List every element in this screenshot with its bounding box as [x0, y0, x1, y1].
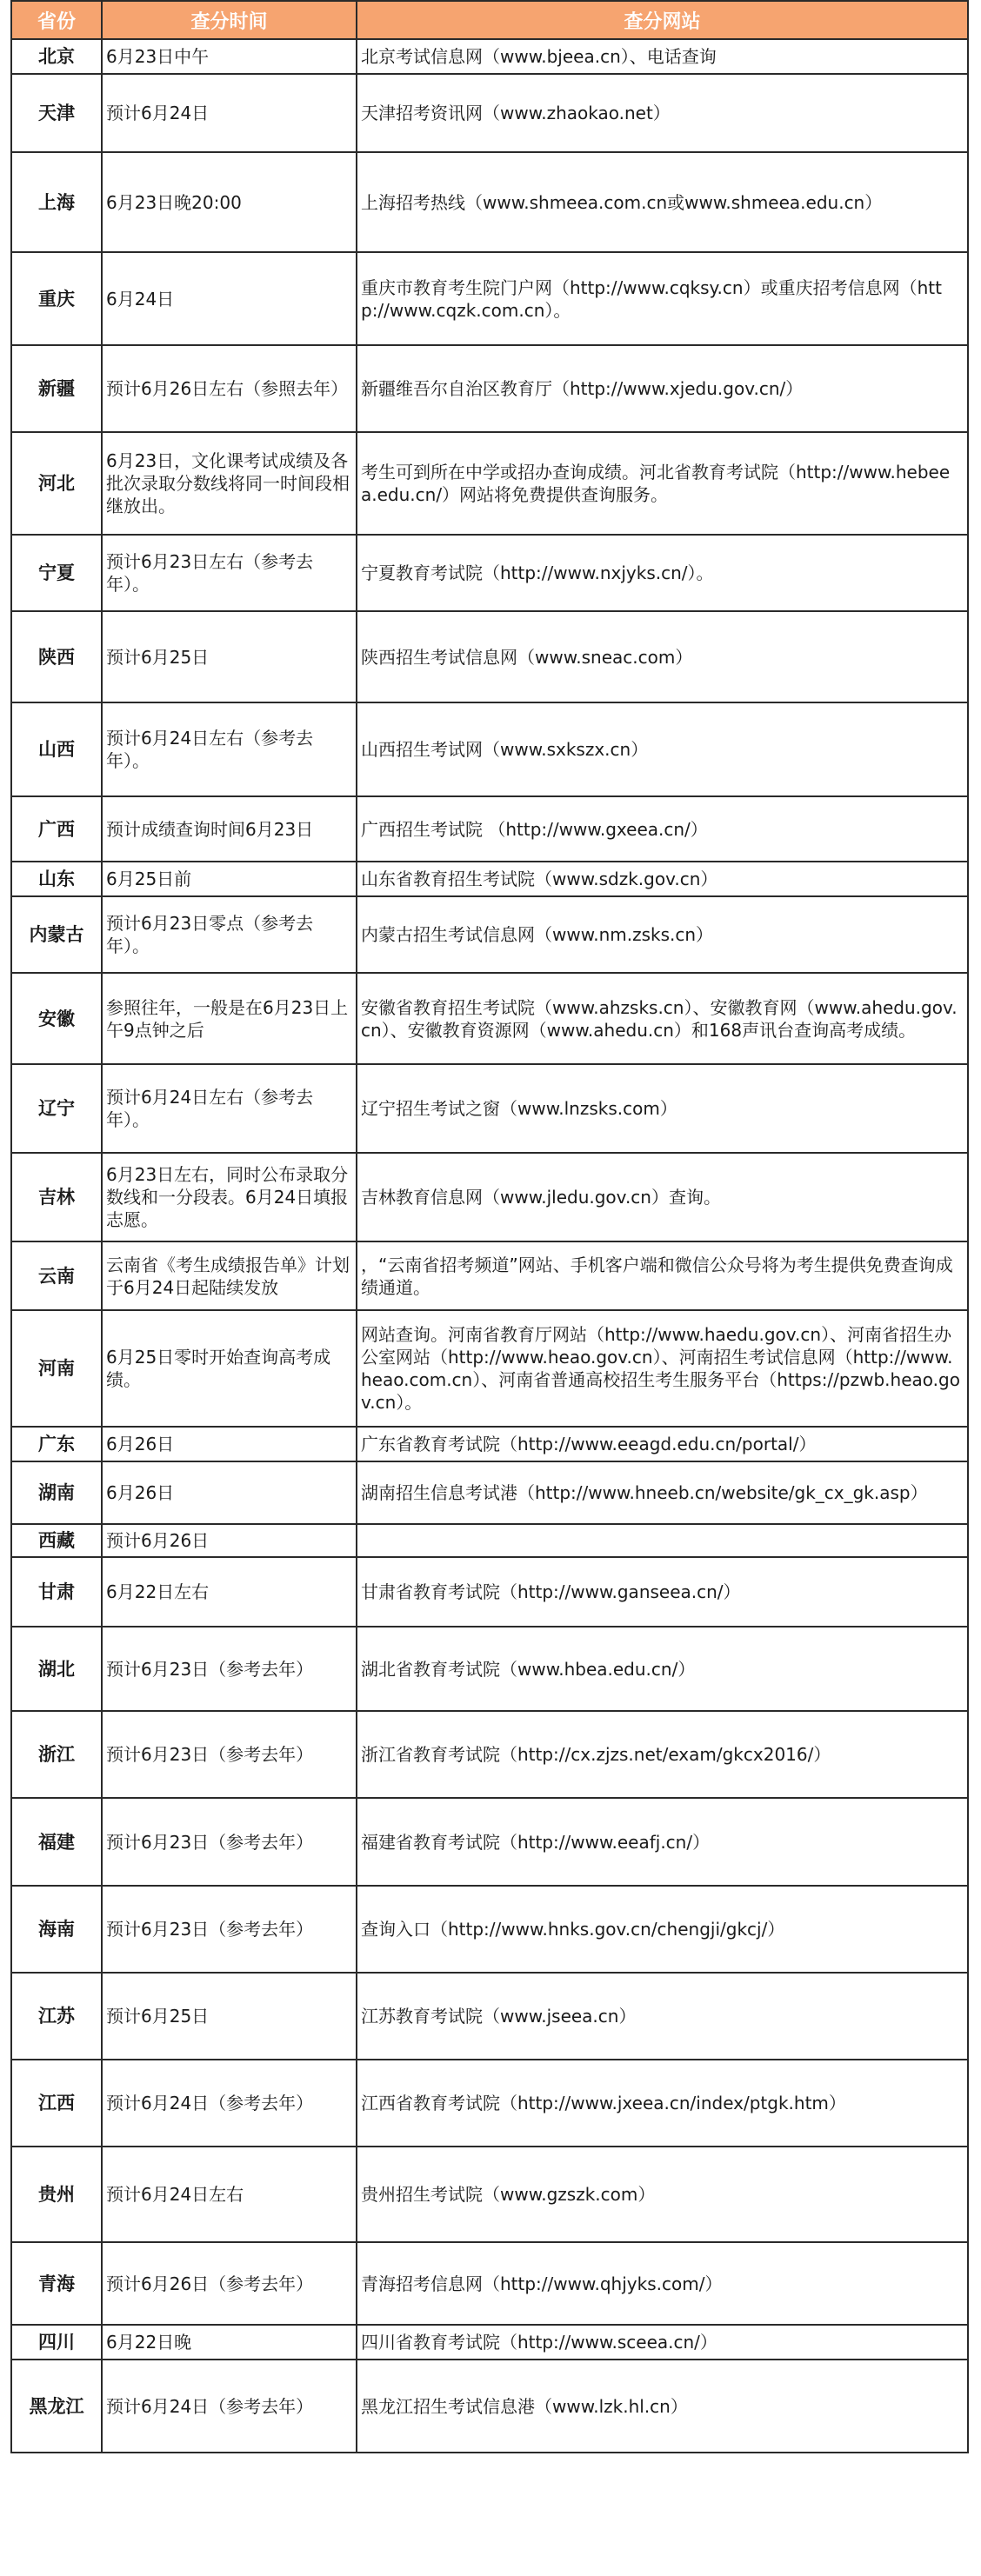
- province-cell: 安徽: [11, 973, 102, 1064]
- header-province: 省份: [11, 1, 102, 39]
- query-website-cell: 甘肃省教育考试院（http://www.ganseea.cn/）: [357, 1557, 968, 1627]
- query-website-cell: 辽宁招生考试之窗（www.lnzsks.com）: [357, 1064, 968, 1153]
- query-website-cell: 安徽省教育招生考试院（www.ahzsks.cn）、安徽教育网（www.ahedu.gov.cn）、安徽教育资源网（www.ahedu.cn）和168声讯台查询高考成绩。: [357, 973, 968, 1064]
- table-row: [11, 2325, 968, 2360]
- province-cell: 广东: [11, 1427, 102, 1461]
- query-website-cell: 广西招生考试院 （http://www.gxeea.cn/）: [357, 796, 968, 862]
- province-cell: 西藏: [11, 1524, 102, 1557]
- query-time-cell: 6月23日左右，同时公布录取分数线和一分段表。6月24日填报志愿。: [102, 1153, 357, 1241]
- table-row: [11, 862, 968, 896]
- table-row: [11, 1524, 968, 1557]
- province-cell: 江苏: [11, 1973, 102, 2060]
- query-time-cell: 预计6月26日: [102, 1524, 357, 1557]
- table-row: [11, 2147, 968, 2242]
- query-time-cell: 6月23日，文化课考试成绩及各批次录取分数线将同一时间段相继放出。: [102, 432, 357, 535]
- province-cell: 贵州: [11, 2147, 102, 2242]
- table-row: [11, 1557, 968, 1627]
- query-website-cell: 天津招考资讯网（www.zhaokao.net）: [357, 74, 968, 152]
- query-time-cell: 6月22日左右: [102, 1557, 357, 1627]
- query-website-cell: 重庆市教育考生院门户网（http://www.cqksy.cn）或重庆招考信息网（http://www.cqzk.com.cn）。: [357, 252, 968, 345]
- query-time-cell: 预计6月26日左右（参照去年）: [102, 345, 357, 432]
- province-cell: 黑龙江: [11, 2360, 102, 2453]
- query-website-cell: 江西省教育考试院（http://www.jxeea.cn/index/ptgk.htm）: [357, 2060, 968, 2147]
- province-cell: 上海: [11, 152, 102, 252]
- table-row: [11, 1064, 968, 1153]
- table-row: [11, 432, 968, 535]
- province-cell: 北京: [11, 39, 102, 74]
- query-time-cell: 预计6月24日左右: [102, 2147, 357, 2242]
- query-website-cell: 查询入口（http://www.hnks.gov.cn/chengji/gkcj/）: [357, 1886, 968, 1973]
- query-website-cell: 网站查询。河南省教育厅网站（http://www.haedu.gov.cn）、河南省招生办公室网站（http://www.heao.gov.cn）、河南招生考试信息网（http://www.heao.com.cn）、河南省普通高校招生考生服务平台（https://pzwb.heao.gov.cn）。: [357, 1310, 968, 1427]
- query-website-cell: 新疆维吾尔自治区教育厅（http://www.xjedu.gov.cn/）: [357, 345, 968, 432]
- table-row: [11, 1711, 968, 1798]
- query-time-cell: 预计成绩查询时间6月23日: [102, 796, 357, 862]
- query-website-cell: 浙江省教育考试院（http://cx.zjzs.net/exam/gkcx2016/）: [357, 1711, 968, 1798]
- table-row: [11, 1627, 968, 1711]
- query-time-cell: 预计6月23日（参考去年）: [102, 1627, 357, 1711]
- query-time-cell: 预计6月23日零点（参考去年）。: [102, 896, 357, 973]
- query-time-cell: 6月25日零时开始查询高考成绩。: [102, 1310, 357, 1427]
- query-time-cell: 预计6月25日: [102, 611, 357, 702]
- province-cell: 青海: [11, 2242, 102, 2325]
- query-time-cell: 预计6月23日（参考去年）: [102, 1711, 357, 1798]
- province-cell: 内蒙古: [11, 896, 102, 973]
- query-website-cell: [357, 1524, 968, 1557]
- query-time-cell: 预计6月23日左右（参考去年）。: [102, 535, 357, 611]
- query-website-cell: 湖北省教育考试院（www.hbea.edu.cn/）: [357, 1627, 968, 1711]
- query-time-cell: 预计6月23日（参考去年）: [102, 1886, 357, 1973]
- table-row: [11, 1241, 968, 1310]
- province-cell: 辽宁: [11, 1064, 102, 1153]
- table-row: [11, 1886, 968, 1973]
- query-website-cell: 北京考试信息网（www.bjeea.cn）、电话查询: [357, 39, 968, 74]
- score-query-table: [10, 0, 969, 2453]
- province-cell: 湖北: [11, 1627, 102, 1711]
- province-cell: 新疆: [11, 345, 102, 432]
- query-website-cell: 江苏教育考试院（www.jseea.cn）: [357, 1973, 968, 2060]
- query-website-cell: 内蒙古招生考试信息网（www.nm.zsks.cn）: [357, 896, 968, 973]
- province-cell: 山西: [11, 702, 102, 796]
- province-cell: 吉林: [11, 1153, 102, 1241]
- table-row: [11, 973, 968, 1064]
- table-row: [11, 39, 968, 74]
- table-row: [11, 535, 968, 611]
- province-cell: 云南: [11, 1241, 102, 1310]
- table-row: [11, 611, 968, 702]
- query-website-cell: 陕西招生考试信息网（www.sneac.com）: [357, 611, 968, 702]
- query-time-cell: 预计6月24日（参考去年）: [102, 2060, 357, 2147]
- query-time-cell: 6月26日: [102, 1461, 357, 1524]
- table-row: [11, 152, 968, 252]
- query-time-cell: 6月22日晚: [102, 2325, 357, 2360]
- header-query-time: 查分时间: [102, 1, 357, 39]
- query-time-cell: 6月24日: [102, 252, 357, 345]
- query-time-cell: 预计6月24日: [102, 74, 357, 152]
- query-website-cell: 宁夏教育考试院（http://www.nxjyks.cn/）。: [357, 535, 968, 611]
- table-row: [11, 896, 968, 973]
- table-row: [11, 796, 968, 862]
- province-cell: 宁夏: [11, 535, 102, 611]
- query-website-cell: ，“云南省招考频道”网站、手机客户端和微信公众号将为考生提供免费查询成绩通道。: [357, 1241, 968, 1310]
- table-row: [11, 2242, 968, 2325]
- query-website-cell: 福建省教育考试院（http://www.eeafj.cn/）: [357, 1798, 968, 1886]
- query-time-cell: 预计6月26日（参考去年）: [102, 2242, 357, 2325]
- query-time-cell: 参照往年，一般是在6月23日上午9点钟之后: [102, 973, 357, 1064]
- query-website-cell: 湖南招生信息考试港（http://www.hneeb.cn/website/gk_cx_gk.asp）: [357, 1461, 968, 1524]
- province-cell: 河北: [11, 432, 102, 535]
- query-time-cell: 6月26日: [102, 1427, 357, 1461]
- table-row: [11, 1973, 968, 2060]
- table-row: [11, 2060, 968, 2147]
- query-time-cell: 预计6月25日: [102, 1973, 357, 2060]
- query-website-cell: 黑龙江招生考试信息港（www.lzk.hl.cn）: [357, 2360, 968, 2453]
- query-time-cell: 6月23日晚20:00: [102, 152, 357, 252]
- table-row: [11, 1798, 968, 1886]
- query-time-cell: 预计6月24日（参考去年）: [102, 2360, 357, 2453]
- table-row: [11, 1427, 968, 1461]
- query-website-cell: 山西招生考试网（www.sxkszx.cn）: [357, 702, 968, 796]
- table-header-row: [11, 1, 968, 39]
- query-time-cell: 预计6月24日左右（参考去年）。: [102, 1064, 357, 1153]
- table-row: [11, 1461, 968, 1524]
- table-row: [11, 1153, 968, 1241]
- query-website-cell: 考生可到所在中学或招办查询成绩。河北省教育考试院（http://www.hebeea.edu.cn/）网站将免费提供查询服务。: [357, 432, 968, 535]
- query-website-cell: 青海招考信息网（http://www.qhjyks.com/）: [357, 2242, 968, 2325]
- table-row: [11, 74, 968, 152]
- table-row: [11, 2360, 968, 2453]
- table-row: [11, 702, 968, 796]
- query-time-cell: 预计6月24日左右（参考去年）。: [102, 702, 357, 796]
- province-cell: 山东: [11, 862, 102, 896]
- province-cell: 陕西: [11, 611, 102, 702]
- province-cell: 浙江: [11, 1711, 102, 1798]
- query-website-cell: 广东省教育考试院（http://www.eeagd.edu.cn/portal/）: [357, 1427, 968, 1461]
- table-body: [11, 39, 968, 2453]
- province-cell: 江西: [11, 2060, 102, 2147]
- province-cell: 海南: [11, 1886, 102, 1973]
- query-website-cell: 四川省教育考试院（http://www.sceea.cn/）: [357, 2325, 968, 2360]
- table-row: [11, 345, 968, 432]
- query-time-cell: 预计6月23日（参考去年）: [102, 1798, 357, 1886]
- query-website-cell: 吉林教育信息网（www.jledu.gov.cn）查询。: [357, 1153, 968, 1241]
- query-time-cell: 6月25日前: [102, 862, 357, 896]
- query-website-cell: 上海招考热线（www.shmeea.com.cn或www.shmeea.edu.cn）: [357, 152, 968, 252]
- province-cell: 甘肃: [11, 1557, 102, 1627]
- province-cell: 河南: [11, 1310, 102, 1427]
- query-website-cell: 山东省教育招生考试院（www.sdzk.gov.cn）: [357, 862, 968, 896]
- query-website-cell: 贵州招生考试院（www.gzszk.com）: [357, 2147, 968, 2242]
- province-cell: 福建: [11, 1798, 102, 1886]
- province-cell: 天津: [11, 74, 102, 152]
- province-cell: 四川: [11, 2325, 102, 2360]
- table-row: [11, 252, 968, 345]
- query-time-cell: 云南省《考生成绩报告单》计划于6月24日起陆续发放: [102, 1241, 357, 1310]
- province-cell: 广西: [11, 796, 102, 862]
- province-cell: 重庆: [11, 252, 102, 345]
- query-time-cell: 6月23日中午: [102, 39, 357, 74]
- province-cell: 湖南: [11, 1461, 102, 1524]
- header-query-website: 查分网站: [357, 1, 968, 39]
- table-row: [11, 1310, 968, 1427]
